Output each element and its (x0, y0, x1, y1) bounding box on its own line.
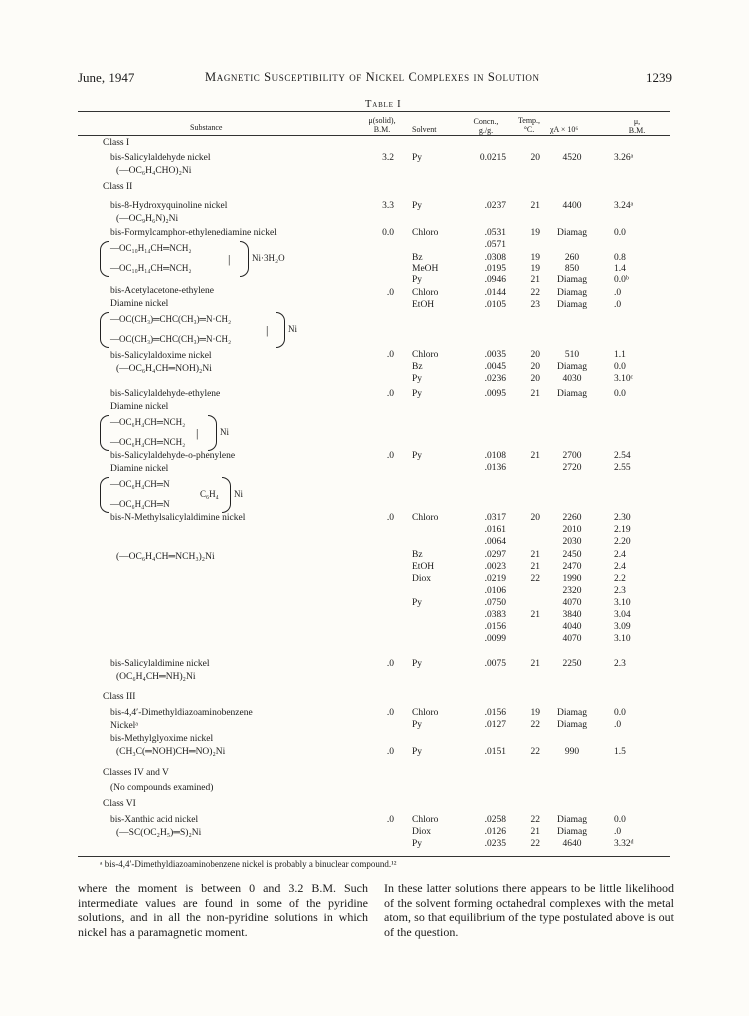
cell-temp: 21 (530, 827, 540, 837)
cell-concn: .0126 (484, 827, 506, 837)
cell-chi: Diamag (556, 275, 588, 285)
cell-solvent: MeOH (412, 264, 439, 274)
cell-mu: .0 (614, 720, 622, 730)
cell-mu: 3.04 (614, 610, 631, 620)
structure-line: —OC(CH₃)═CHC(CH₃)═N·CH₂ (110, 314, 232, 324)
substance-name: Diamine nickel (110, 402, 169, 412)
cell-chi: 850 (564, 264, 580, 274)
cell-mu-solid: .0 (386, 815, 394, 825)
cell-chi: 990 (564, 747, 580, 757)
substance-formula: (—OC₆H₄CHO)₂Ni (116, 166, 192, 176)
cell-solvent: Py (412, 201, 423, 211)
structure-ring: C₆H₄ (200, 489, 219, 499)
structure-brace (222, 477, 231, 513)
cell-chi: 2010 (562, 525, 582, 535)
cell-temp: 21 (530, 659, 540, 669)
cell-concn: .0108 (484, 451, 506, 461)
structure-brace (100, 312, 109, 348)
structure-brace (100, 477, 109, 513)
cell-temp: 21 (530, 275, 540, 285)
cell-chi: 4040 (562, 622, 582, 632)
substance-name: bis-Salicylaldehyde nickel (110, 153, 211, 163)
cell-concn: .0035 (484, 350, 506, 360)
col-solvent: Solvent (412, 125, 437, 134)
structure-brace (276, 312, 285, 348)
cell-solvent: Py (412, 659, 423, 669)
cell-chi: Diamag (556, 389, 588, 399)
cell-mu: 2.3 (614, 586, 626, 596)
cell-mu: 2.55 (614, 463, 631, 473)
structure-metal: Ni (234, 489, 243, 499)
cell-mu: 0.0 (614, 228, 626, 238)
class-label: Class I (103, 138, 130, 148)
cell-chi: 260 (564, 253, 580, 263)
cell-chi: Diamag (556, 815, 588, 825)
cell-concn: .0236 (484, 374, 506, 384)
cell-chi: Diamag (556, 708, 588, 718)
cell-mu: 2.4 (614, 562, 626, 572)
cell-mu-solid: 3.3 (382, 201, 394, 211)
cell-temp: 20 (530, 362, 540, 372)
cell-temp: 21 (530, 550, 540, 560)
cell-chi: 2470 (562, 562, 582, 572)
substance-name: bis-Methylglyoxime nickel (110, 734, 214, 744)
structure-brace (208, 415, 217, 451)
header-date: June, 1947 (78, 70, 135, 85)
class-label: Classes IV and V (103, 768, 169, 778)
cell-mu-solid: .0 (386, 350, 394, 360)
cell-concn: .0258 (484, 815, 506, 825)
col-concn: Concn., g./g. (473, 117, 499, 135)
cell-concn: .0297 (484, 550, 506, 560)
cell-concn: 0.0215 (479, 153, 506, 163)
cell-temp: 22 (530, 288, 540, 298)
class-label: Class III (103, 692, 136, 702)
cell-concn: .0317 (484, 513, 506, 523)
cell-chi: 2030 (562, 537, 582, 547)
cell-chi: 2450 (562, 550, 582, 560)
class-note: (No compounds examined) (110, 783, 214, 793)
cell-chi: Diamag (556, 288, 588, 298)
cell-concn: .0237 (484, 201, 506, 211)
cell-temp: 20 (530, 153, 540, 163)
cell-concn: .0127 (484, 720, 506, 730)
cell-chi: 4070 (562, 634, 582, 644)
cell-mu: 2.30 (614, 513, 631, 523)
col-substance: Substance (190, 123, 223, 132)
cell-concn: .0023 (484, 562, 506, 572)
substance-formula: (—SC(OC₂H₅)═S)₂Ni (116, 828, 202, 838)
substance-name: bis-Acetylacetone-ethylene (110, 286, 214, 296)
structure-line: —OC₆H₄CH═N (110, 479, 170, 489)
structure-bond: | (196, 426, 199, 440)
cell-temp: 21 (530, 389, 540, 399)
cell-mu: 2.4 (614, 550, 626, 560)
cell-concn: .0571 (484, 240, 506, 250)
substance-name: bis-Xanthic acid nickel (110, 815, 199, 825)
body-text-right: In these latter solutions there appears to be little likelihood of the solvent forming octahedral complexes with the metal atom, so that equilibrium of the type postulated above is out of the question. (384, 881, 674, 939)
structure-bond: | (266, 323, 269, 337)
cell-mu: 2.54 (614, 451, 631, 461)
cell-mu: 2.19 (614, 525, 631, 535)
cell-chi: 1990 (562, 574, 582, 584)
structure-brace (240, 241, 249, 277)
header-title: Magnetic Susceptibility of Nickel Complexes in Solution (205, 70, 540, 84)
cell-concn: .0106 (484, 586, 506, 596)
cell-solvent: EtOH (412, 562, 435, 572)
cell-mu: 3.26ᵃ (614, 153, 634, 163)
cell-chi: 4030 (562, 374, 582, 384)
structure-brace (100, 241, 109, 277)
cell-mu: 3.10 (614, 598, 631, 608)
cell-concn: .0195 (484, 264, 506, 274)
cell-solvent: Diox (412, 827, 431, 837)
cell-mu: 2.20 (614, 537, 631, 547)
substance-name: bis-N-Methylsalicylaldimine nickel (110, 513, 246, 523)
table-footnote: ᵃ bis-4,4′-Dimethyldiazoaminobenzene nickel is probably a binuclear compound.¹² (100, 859, 397, 869)
cell-chi: 2720 (562, 463, 582, 473)
cell-chi: 4520 (562, 153, 582, 163)
cell-temp: 21 (530, 201, 540, 211)
cell-temp: 19 (530, 264, 540, 274)
cell-chi: Diamag (556, 300, 588, 310)
structure-line: —OC₆H₄CH═N (110, 499, 170, 509)
substance-name: Diamine nickel (110, 464, 169, 474)
cell-mu: 0.0 (614, 389, 626, 399)
cell-solvent: Py (412, 720, 423, 730)
cell-temp: 23 (530, 300, 540, 310)
cell-concn: .0075 (484, 659, 506, 669)
cell-solvent: Py (412, 839, 423, 849)
cell-temp: 21 (530, 451, 540, 461)
cell-mu-solid: .0 (386, 747, 394, 757)
cell-concn: .0144 (484, 288, 506, 298)
cell-concn: .0156 (484, 622, 506, 632)
cell-concn: .0156 (484, 708, 506, 718)
cell-chi: 4400 (562, 201, 582, 211)
cell-mu: 0.0ᵇ (614, 275, 629, 285)
cell-chi: Diamag (556, 228, 588, 238)
cell-temp: 22 (530, 574, 540, 584)
cell-solvent: Chloro (412, 288, 439, 298)
cell-mu-solid: .0 (386, 389, 394, 399)
cell-mu: 0.0 (614, 815, 626, 825)
col-mu: μ, B.M. (628, 117, 646, 135)
cell-mu: .0 (614, 300, 622, 310)
cell-temp: 20 (530, 374, 540, 384)
cell-mu: 0.8 (614, 253, 626, 263)
cell-solvent: Bz (412, 550, 423, 560)
cell-solvent: Py (412, 747, 423, 757)
cell-concn: .0161 (484, 525, 506, 535)
col-chi: χA × 10⁶ (550, 125, 579, 134)
cell-mu: .0 (614, 827, 622, 837)
substance-name: bis-Formylcamphor-ethylenediamine nickel (110, 228, 277, 238)
cell-concn: .0383 (484, 610, 506, 620)
cell-mu: 3.24ᵃ (614, 201, 634, 211)
substance-name: bis-Salicylaldoxime nickel (110, 351, 212, 361)
cell-chi: Diamag (556, 362, 588, 372)
cell-concn: .0045 (484, 362, 506, 372)
cell-solvent: Chloro (412, 350, 439, 360)
cell-mu: .0 (614, 288, 622, 298)
cell-temp: 20 (530, 513, 540, 523)
cell-mu-solid: 0.0 (382, 228, 394, 238)
cell-mu-solid: .0 (386, 451, 394, 461)
cell-temp: 22 (530, 839, 540, 849)
substance-name: Nickelᵃ (110, 721, 138, 731)
cell-solvent: Chloro (412, 228, 439, 238)
structure-metal: Ni (288, 324, 297, 334)
cell-chi: 510 (564, 350, 580, 360)
substance-name: bis-Salicylaldehyde-ethylene (110, 389, 221, 399)
cell-solvent: Chloro (412, 708, 439, 718)
col-mu-solid: μ(solid), B.M. (368, 116, 396, 134)
cell-chi: 2700 (562, 451, 582, 461)
substance-name: bis-4,4′-Dimethyldiazoaminobenzene (110, 708, 253, 718)
structure-brace (100, 415, 109, 451)
substance-name: bis-8-Hydroxyquinoline nickel (110, 201, 228, 211)
cell-solvent: EtOH (412, 300, 435, 310)
cell-chi: Diamag (556, 720, 588, 730)
cell-concn: .0099 (484, 634, 506, 644)
cell-concn: .0308 (484, 253, 506, 263)
cell-solvent: Py (412, 451, 423, 461)
cell-chi: 2260 (562, 513, 582, 523)
cell-chi: 2250 (562, 659, 582, 669)
cell-mu: 3.10ᶜ (614, 374, 634, 384)
cell-concn: .0219 (484, 574, 506, 584)
cell-mu: 0.0 (614, 708, 626, 718)
cell-chi: 2320 (562, 586, 582, 596)
cell-mu: 3.10 (614, 634, 631, 644)
cell-concn: .0750 (484, 598, 506, 608)
structure-line: —OC₆H₄CH═NCH₂ (110, 417, 186, 427)
cell-temp: 22 (530, 815, 540, 825)
structure-bond: | (228, 252, 231, 266)
cell-mu-solid: .0 (386, 288, 394, 298)
cell-solvent: Py (412, 374, 423, 384)
body-text-left: where the moment is between 0 and 3.2 B.M. Such intermediate values are found in some of the pyridine solutions, and in all the non-pyridine solutions in which nickel has a paramagnetic moment. (78, 881, 368, 939)
substance-formula: (—OC₉H₆N)₂Ni (116, 214, 179, 224)
substance-formula: (OC₆H₄CH═NH)₂Ni (116, 672, 196, 682)
cell-mu-solid: .0 (386, 513, 394, 523)
substance-name: bis-Salicylaldimine nickel (110, 659, 210, 669)
cell-chi: 4070 (562, 598, 582, 608)
cell-mu-solid: .0 (386, 659, 394, 669)
cell-mu: 0.0 (614, 362, 626, 372)
cell-solvent: Py (412, 389, 423, 399)
cell-solvent: Bz (412, 362, 423, 372)
cell-solvent: Chloro (412, 815, 439, 825)
cell-mu: 2.3 (614, 659, 626, 669)
cell-temp: 21 (530, 610, 540, 620)
cell-mu: 3.09 (614, 622, 631, 632)
substance-name: Diamine nickel (110, 299, 169, 309)
structure-metal: Ni (220, 427, 229, 437)
cell-chi: Diamag (556, 827, 588, 837)
cell-concn: .0946 (484, 275, 506, 285)
col-temp: Temp., °C. (517, 116, 541, 134)
cell-mu: 3.32ᵈ (614, 839, 634, 849)
cell-concn: .0235 (484, 839, 506, 849)
structure-line: —OC₁₀H₁₄CH═NCH₂ (110, 243, 192, 253)
cell-temp: 22 (530, 747, 540, 757)
substance-formula: (—OC₆H₄CH═NOH)₂Ni (116, 364, 212, 374)
structure-line: —OC₆H₄CH═NCH₂ (110, 437, 186, 447)
cell-temp: 21 (530, 562, 540, 572)
cell-mu: 2.2 (614, 574, 626, 584)
table-title: Table I (365, 99, 402, 110)
cell-chi: 4640 (562, 839, 582, 849)
cell-solvent: Chloro (412, 513, 439, 523)
cell-concn: .0105 (484, 300, 506, 310)
structure-line: —OC(CH₃)═CHC(CH₃)═N·CH₂ (110, 334, 232, 344)
cell-temp: 22 (530, 720, 540, 730)
substance-formula: (—OC₆H₄CH═NCH₃)₂Ni (116, 552, 215, 562)
cell-mu: 1.4 (614, 264, 626, 274)
substance-formula: (CH₃C(═NOH)CH═NO)₂Ni (116, 747, 226, 757)
cell-concn: .0136 (484, 463, 506, 473)
cell-concn: .0064 (484, 537, 506, 547)
class-label: Class II (103, 182, 133, 192)
cell-temp: 20 (530, 350, 540, 360)
cell-mu-solid: 3.2 (382, 153, 394, 163)
cell-solvent: Py (412, 275, 423, 285)
cell-concn: .0095 (484, 389, 506, 399)
page-number: 1239 (646, 70, 672, 85)
cell-solvent: Py (412, 153, 423, 163)
cell-temp: 19 (530, 708, 540, 718)
cell-temp: 19 (530, 228, 540, 238)
substance-name: bis-Salicylaldehyde-o-phenylene (110, 451, 236, 461)
cell-chi: 3840 (562, 610, 582, 620)
cell-temp: 19 (530, 253, 540, 263)
cell-mu: 1.1 (614, 350, 626, 360)
structure-line: —OC₁₀H₁₄CH═NCH₂ (110, 263, 192, 273)
cell-mu: 1.5 (614, 747, 626, 757)
cell-solvent: Py (412, 598, 423, 608)
cell-solvent: Bz (412, 253, 423, 263)
cell-concn: .0151 (484, 747, 506, 757)
cell-mu-solid: .0 (386, 708, 394, 718)
class-label: Class VI (103, 799, 136, 809)
cell-concn: .0531 (484, 228, 506, 238)
structure-metal: Ni·3H₂O (252, 253, 285, 263)
cell-solvent: Diox (412, 574, 431, 584)
